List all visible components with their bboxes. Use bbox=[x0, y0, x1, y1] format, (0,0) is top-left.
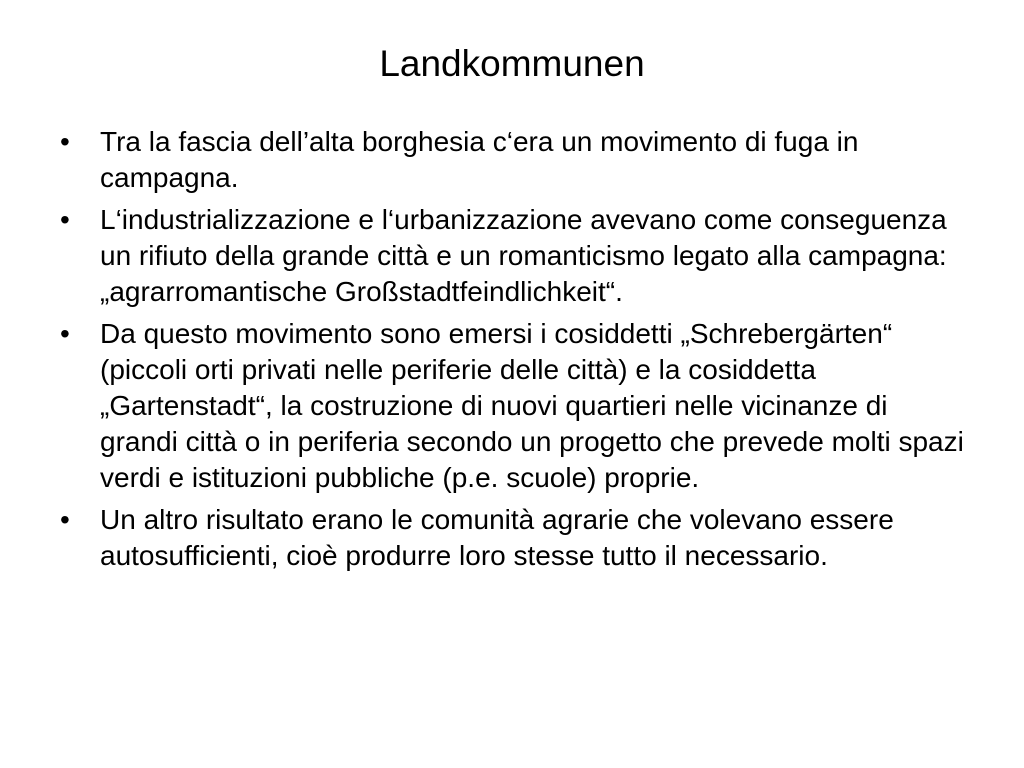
bullet-text: L‘industrializzazione e l‘urbanizzazione avevano come conseguenza un rifiuto della grande città e un romanticismo legato alla campagna: „agrarromantische Großstadtfeindlichkeit“. bbox=[100, 204, 947, 307]
bullet-icon: • bbox=[60, 504, 70, 535]
bullet-text: Un altro risultato erano le comunità agrarie che volevano essere autosufficienti, cioè produrre loro stesse tutto il necessario. bbox=[100, 504, 894, 571]
bullet-icon: • bbox=[60, 204, 70, 235]
bullet-text: Tra la fascia dell’alta borghesia c‘era un movimento di fuga in campagna. bbox=[100, 126, 859, 193]
bullet-item bbox=[56, 502, 966, 574]
bullet-icon: • bbox=[60, 126, 70, 157]
bullet-text: Da questo movimento sono emersi i cosiddetti „Schrebergärten“ (piccoli orti privati nelle periferie delle città) e la cosiddetta „Gartenstadt“, la costruzione di nuovi quartieri nelle vicinanze di grandi città o in periferia secondo un progetto che prevede molti spazi verdi e istituzioni pubbliche (p.e. scuole) proprie. bbox=[100, 318, 964, 493]
bullet-icon: • bbox=[60, 318, 70, 349]
bullet-item bbox=[56, 202, 966, 310]
slide-title: Landkommunen bbox=[379, 43, 645, 84]
bullet-item bbox=[56, 316, 966, 496]
bullet-item bbox=[56, 124, 966, 196]
bullet-list bbox=[56, 124, 966, 580]
